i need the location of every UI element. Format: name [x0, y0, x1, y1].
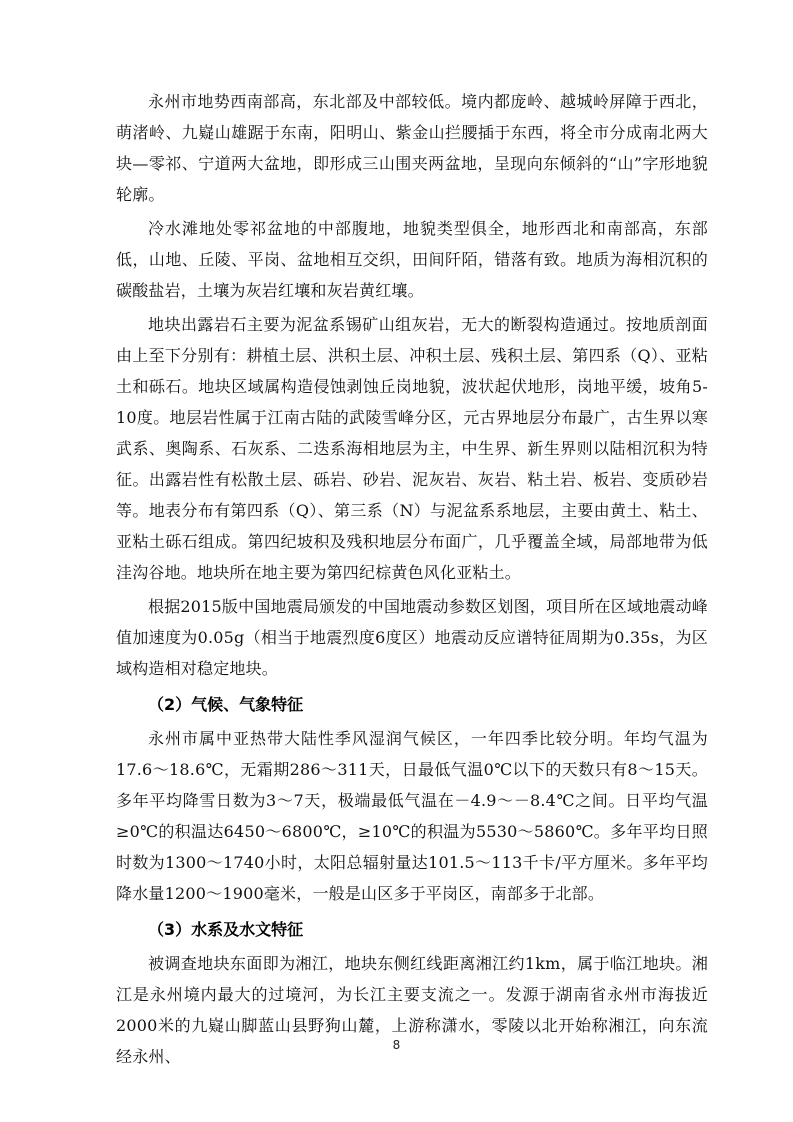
- section-heading-water: （3）水系及水文特征: [148, 920, 304, 939]
- paragraph-landform: 冷水滩地处零祁盆地的中部腹地，地貌类型俱全，地形西北和南部高，东部低，山地、丘陵、平岗、盆地相互交织，田间阡陌，错落有致。地质为海相沉积的碳酸盐岩，土壤为灰岩红壤和灰岩黄红壤。: [116, 219, 708, 300]
- paragraph-seismic: 根据2015版中国地震局颁发的中国地震动参数区划图，项目所在区域地震动峰值加速度为0.05g（相当于地震烈度6度区）地震动反应谱特征周期为0.35s，为区域构造相对稳定地块。: [116, 597, 708, 678]
- paragraph-terrain: 永州市地势西南部高，东北部及中部较低。境内都庞岭、越城岭屏障于西北，萌渚岭、九嶷山雄踞于东南，阳明山、紫金山拦腰插于东西，将全市分成南北两大块—零祁、宁道两大盆地，即形成三山围夹两盆地，呈现向东倾斜的“山”字形地貌轮廓。: [116, 92, 708, 204]
- paragraph-climate: 永州市属中亚热带大陆性季风湿润气候区，一年四季比较分明。年均气温为17.6～18.6℃，无霜期286～311天，日最低气温0℃以下的天数只有8～15天。多年平均降雪日数为3～7天，极端最低气温在－4.9～－8.4℃之间。日平均气温≥0℃的积温达6450～6800℃，≥10℃的积温为5530～5860℃。多年平均日照时数为1300～1740小时，太阳总辐射量达101.5～113千卡/平方厘米。多年平均降水量1200～1900毫米，一般是山区多于平岗区，南部多于北部。: [116, 729, 708, 903]
- page-body: [116, 86, 708, 1072]
- section-heading-climate: （2）气候、气象特征: [148, 695, 304, 714]
- paragraph-water: 被调查地块东面即为湘江，地块东侧红线距离湘江约1km，属于临江地块。湘江是永州境内最大的过境河，为长江主要支流之一。发源于湖南省永州市海拔近2000米的九嶷山脚蓝山县野狗山麓，上游称潇水，零陵以北开始称湘江，向东流经永州、: [116, 954, 708, 1066]
- paragraph-geology: 地块出露岩石主要为泥盆系锡矿山组灰岩，无大的断裂构造通过。按地质剖面由上至下分别有：耕植土层、洪积土层、冲积土层、残积土层、第四系（Q）、亚粘土和砾石。地块区域属构造侵蚀剥蚀丘岗地貌，波状起伏地形，岗地平缓，坡角5-10度。地层岩性属于江南古陆的武陵雪峰分区，元古界地层分布最广，古生界以寒武系、奥陶系、石灰系、二迭系海相地层为主，中生界、新生界则以陆相沉积为特征。出露岩性有松散土层、砾岩、砂岩、泥灰岩、灰岩、粘土岩、板岩、变质砂岩等。地表分布有第四系（Q）、第三系（N）与泥盆系系地层，主要由黄土、粘土、亚粘土砾石组成。第四纪坡积及残积地层分布面广，几乎覆盖全域，局部地带为低洼沟谷地。地块所在地主要为第四纪棕黄色风化亚粘土。: [116, 315, 708, 582]
- page-number: 8: [392, 1038, 401, 1052]
